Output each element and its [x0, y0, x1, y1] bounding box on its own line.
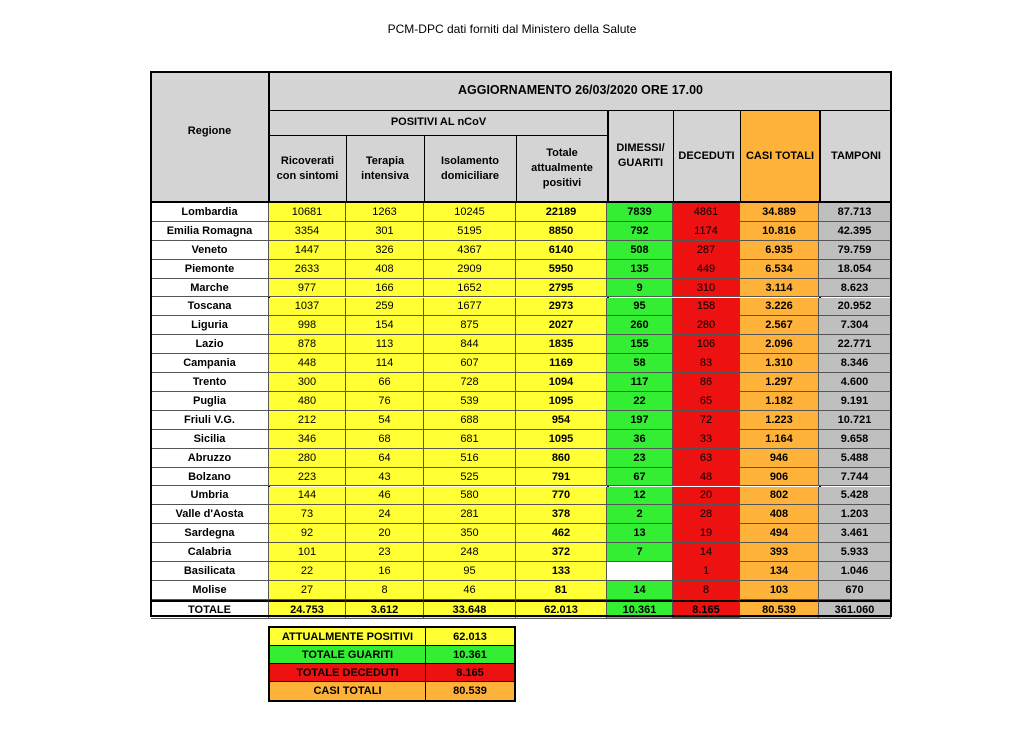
cell-regione: Trento — [151, 373, 269, 392]
summary-row — [270, 646, 514, 664]
cell-dimessi: 13 — [607, 524, 673, 543]
cell-casi: 1.223 — [740, 411, 819, 430]
column-header-isolamento — [424, 135, 516, 202]
cell-ricoverati: 280 — [269, 449, 346, 468]
cell-isolamento: 33.648 — [424, 600, 516, 619]
cell-deceduti: 158 — [673, 298, 740, 317]
cell-dimessi: 14 — [607, 581, 673, 600]
column-header-tamponi — [820, 110, 892, 202]
update-header — [269, 71, 892, 110]
cell-tamponi: 42.395 — [819, 222, 891, 241]
cell-regione: Lombardia — [151, 203, 269, 222]
cell-deceduti: 33 — [673, 430, 740, 449]
cell-ricoverati: 223 — [269, 468, 346, 487]
cell-casi: 6.534 — [740, 260, 819, 279]
cell-tamponi: 18.054 — [819, 260, 891, 279]
cell-dimessi: 2 — [607, 505, 673, 524]
cell-isolamento: 580 — [424, 487, 516, 506]
summary-value: 62.013 — [453, 630, 487, 643]
table-row — [151, 373, 891, 392]
cell-casi: 10.816 — [740, 222, 819, 241]
cell-isolamento: 248 — [424, 543, 516, 562]
cell-dimessi: 260 — [607, 316, 673, 335]
cell-ricoverati: 998 — [269, 316, 346, 335]
cell-regione: Friuli V.G. — [151, 411, 269, 430]
cell-dimessi: 9 — [607, 279, 673, 298]
cell-terapia: 54 — [346, 411, 424, 430]
table-row — [151, 203, 891, 222]
cell-casi: 1.297 — [740, 373, 819, 392]
cell-dimessi: 95 — [607, 298, 673, 317]
cell-ricoverati: 480 — [269, 392, 346, 411]
cell-casi: 6.935 — [740, 241, 819, 260]
cell-deceduti: 83 — [673, 354, 740, 373]
cell-tamponi: 5.933 — [819, 543, 891, 562]
column-header-deceduti-label: DECEDUTI — [678, 149, 735, 162]
cell-isolamento: 1677 — [424, 298, 516, 317]
header-divider — [269, 135, 608, 136]
cell-isolamento: 728 — [424, 373, 516, 392]
cell-terapia: 23 — [346, 543, 424, 562]
cell-regione: Abruzzo — [151, 449, 269, 468]
column-header-ricoverati-label: Ricoverati con sintomi — [276, 154, 339, 182]
cell-totale: 62.013 — [516, 600, 607, 619]
cell-dimessi: 197 — [607, 411, 673, 430]
cell-isolamento: 875 — [424, 316, 516, 335]
cell-regione: Basilicata — [151, 562, 269, 581]
cell-ricoverati: 1447 — [269, 241, 346, 260]
cell-tamponi: 3.461 — [819, 524, 891, 543]
column-header-terapia-label: Terapia intensiva — [361, 154, 409, 182]
column-header-dimessi — [608, 110, 673, 202]
table-row — [151, 581, 891, 600]
cell-terapia: 20 — [346, 524, 424, 543]
cell-isolamento: 844 — [424, 335, 516, 354]
cell-tamponi: 20.952 — [819, 298, 891, 317]
cell-ricoverati: 24.753 — [269, 600, 346, 619]
cell-casi: 80.539 — [740, 600, 819, 619]
cell-dimessi: 155 — [607, 335, 673, 354]
cell-isolamento: 95 — [424, 562, 516, 581]
cell-isolamento: 10245 — [424, 203, 516, 222]
cell-ricoverati: 22 — [269, 562, 346, 581]
totals-row — [151, 600, 891, 619]
cell-dimessi: 22 — [607, 392, 673, 411]
cell-deceduti: 280 — [673, 316, 740, 335]
cell-tamponi: 87.713 — [819, 203, 891, 222]
cell-isolamento: 525 — [424, 468, 516, 487]
cell-totale: 791 — [516, 468, 607, 487]
cell-tamponi: 7.304 — [819, 316, 891, 335]
cell-terapia: 301 — [346, 222, 424, 241]
column-header-ricoverati — [269, 135, 346, 202]
cell-dimessi: 135 — [607, 260, 673, 279]
column-header-totale-label: Totale attualmente positivi — [531, 147, 593, 189]
cell-totale: 954 — [516, 411, 607, 430]
cell-deceduti: 106 — [673, 335, 740, 354]
cell-isolamento: 281 — [424, 505, 516, 524]
cell-deceduti: 48 — [673, 468, 740, 487]
page-title: PCM-DPC dati forniti dal Ministero della Salute — [387, 22, 637, 36]
header-divider — [516, 135, 517, 202]
cell-casi: 802 — [740, 487, 819, 506]
cell-dimessi — [607, 562, 673, 581]
cell-isolamento: 539 — [424, 392, 516, 411]
cell-totale: 81 — [516, 581, 607, 600]
table-row — [151, 562, 891, 581]
cell-isolamento: 681 — [424, 430, 516, 449]
positive-group-label: POSITIVI AL nCoV — [390, 116, 487, 128]
cell-regione: Liguria — [151, 316, 269, 335]
cell-dimessi: 792 — [607, 222, 673, 241]
cell-dimessi: 508 — [607, 241, 673, 260]
cell-isolamento: 350 — [424, 524, 516, 543]
cell-ricoverati: 144 — [269, 487, 346, 506]
cell-terapia: 46 — [346, 487, 424, 506]
cell-casi: 103 — [740, 581, 819, 600]
table-row — [151, 316, 891, 335]
table-row — [151, 468, 891, 487]
cell-tamponi: 22.771 — [819, 335, 891, 354]
cell-totale: 2027 — [516, 316, 607, 335]
table-row — [151, 298, 891, 317]
cell-ricoverati: 878 — [269, 335, 346, 354]
table-row — [151, 449, 891, 468]
cell-terapia: 326 — [346, 241, 424, 260]
table-row — [151, 260, 891, 279]
column-header-casi — [740, 110, 820, 202]
cell-terapia: 76 — [346, 392, 424, 411]
summary-label: TOTALE GUARITI — [270, 646, 426, 663]
cell-terapia: 113 — [346, 335, 424, 354]
cell-deceduti: 86 — [673, 373, 740, 392]
region-header-label: Regione — [187, 125, 232, 137]
cell-ricoverati: 101 — [269, 543, 346, 562]
cell-ricoverati: 3354 — [269, 222, 346, 241]
cell-tamponi: 10.721 — [819, 411, 891, 430]
cell-totale: 860 — [516, 449, 607, 468]
summary-box — [268, 626, 516, 702]
column-header-tamponi-label: TAMPONI — [831, 149, 881, 162]
cell-dimessi: 7 — [607, 543, 673, 562]
summary-value: 8.165 — [456, 666, 484, 679]
cell-regione: Sicilia — [151, 430, 269, 449]
cell-totale: 1835 — [516, 335, 607, 354]
column-header-dimessi-label: DIMESSI/ GUARITI — [616, 142, 665, 169]
cell-terapia: 43 — [346, 468, 424, 487]
table-row — [151, 524, 891, 543]
cell-casi: 906 — [740, 468, 819, 487]
cell-tamponi: 1.203 — [819, 505, 891, 524]
cell-regione: Puglia — [151, 392, 269, 411]
summary-label: TOTALE DECEDUTI — [270, 664, 426, 681]
cell-ricoverati: 300 — [269, 373, 346, 392]
column-header-isolamento-label: Isolamento domiciliare — [440, 154, 500, 182]
cell-deceduti: 310 — [673, 279, 740, 298]
cell-totale: 2795 — [516, 279, 607, 298]
cell-dimessi: 23 — [607, 449, 673, 468]
cell-dimessi: 67 — [607, 468, 673, 487]
cell-tamponi: 670 — [819, 581, 891, 600]
cell-ricoverati: 1037 — [269, 298, 346, 317]
table-row — [151, 430, 891, 449]
column-header-deceduti — [673, 110, 740, 202]
summary-label: ATTUALMENTE POSITIVI — [270, 628, 426, 645]
cell-terapia: 154 — [346, 316, 424, 335]
cell-deceduti: 20 — [673, 487, 740, 506]
cell-ricoverati: 448 — [269, 354, 346, 373]
cell-terapia: 16 — [346, 562, 424, 581]
cell-casi: 134 — [740, 562, 819, 581]
cell-terapia: 66 — [346, 373, 424, 392]
cell-regione: Campania — [151, 354, 269, 373]
table-row — [151, 354, 891, 373]
cell-totale: 22189 — [516, 203, 607, 222]
summary-label: CASI TOTALI — [270, 682, 426, 700]
cell-deceduti: 4861 — [673, 203, 740, 222]
cell-totale: 1094 — [516, 373, 607, 392]
cell-casi: 34.889 — [740, 203, 819, 222]
cell-regione: Lazio — [151, 335, 269, 354]
cell-dimessi: 117 — [607, 373, 673, 392]
cell-regione: Calabria — [151, 543, 269, 562]
cell-terapia: 1263 — [346, 203, 424, 222]
cell-isolamento: 607 — [424, 354, 516, 373]
cell-regione: Marche — [151, 279, 269, 298]
cell-casi: 2.096 — [740, 335, 819, 354]
cell-terapia: 68 — [346, 430, 424, 449]
cell-totale: 372 — [516, 543, 607, 562]
cell-regione: Molise — [151, 581, 269, 600]
cell-ricoverati: 212 — [269, 411, 346, 430]
cell-tamponi: 361.060 — [819, 600, 891, 619]
column-header-casi-label: CASI TOTALI — [745, 149, 815, 162]
cell-deceduti: 287 — [673, 241, 740, 260]
cell-dimessi: 7839 — [607, 203, 673, 222]
cell-tamponi: 7.744 — [819, 468, 891, 487]
cell-ricoverati: 346 — [269, 430, 346, 449]
cell-tamponi: 1.046 — [819, 562, 891, 581]
cell-tamponi: 4.600 — [819, 373, 891, 392]
cell-casi: 1.164 — [740, 430, 819, 449]
header-divider — [346, 135, 347, 202]
table-row — [151, 222, 891, 241]
header-divider — [424, 135, 425, 202]
cell-terapia: 114 — [346, 354, 424, 373]
cell-ricoverati: 73 — [269, 505, 346, 524]
header-divider — [269, 110, 892, 111]
cell-isolamento: 4367 — [424, 241, 516, 260]
table-row — [151, 335, 891, 354]
cell-regione: TOTALE — [151, 600, 269, 619]
region-header — [150, 71, 269, 202]
cell-casi: 408 — [740, 505, 819, 524]
cell-casi: 946 — [740, 449, 819, 468]
cell-ricoverati: 977 — [269, 279, 346, 298]
cell-dimessi: 12 — [607, 487, 673, 506]
cell-totale: 1095 — [516, 392, 607, 411]
cell-deceduti: 19 — [673, 524, 740, 543]
column-header-totale — [516, 135, 608, 202]
cell-casi: 3.114 — [740, 279, 819, 298]
cell-deceduti: 28 — [673, 505, 740, 524]
cell-deceduti: 449 — [673, 260, 740, 279]
cell-dimessi: 10.361 — [607, 600, 673, 619]
cell-isolamento: 688 — [424, 411, 516, 430]
cell-ricoverati: 2633 — [269, 260, 346, 279]
cell-ricoverati: 27 — [269, 581, 346, 600]
cell-ricoverati: 10681 — [269, 203, 346, 222]
cell-ricoverati: 92 — [269, 524, 346, 543]
table-row — [151, 279, 891, 298]
table-row — [151, 487, 891, 506]
table-row — [151, 543, 891, 562]
cell-totale: 8850 — [516, 222, 607, 241]
cell-casi: 494 — [740, 524, 819, 543]
cell-terapia: 3.612 — [346, 600, 424, 619]
cell-dimessi: 36 — [607, 430, 673, 449]
header-divider — [740, 110, 741, 202]
cell-deceduti: 72 — [673, 411, 740, 430]
cell-tamponi: 79.759 — [819, 241, 891, 260]
summary-value: 80.539 — [453, 685, 487, 697]
summary-row — [270, 682, 514, 700]
cell-casi: 1.182 — [740, 392, 819, 411]
cell-deceduti: 14 — [673, 543, 740, 562]
cell-tamponi: 5.428 — [819, 487, 891, 506]
cell-totale: 1095 — [516, 430, 607, 449]
update-header-label: AGGIORNAMENTO 26/03/2020 ORE 17.00 — [457, 83, 703, 97]
cell-isolamento: 516 — [424, 449, 516, 468]
cell-totale: 1169 — [516, 354, 607, 373]
cell-totale: 2973 — [516, 298, 607, 317]
cell-dimessi: 58 — [607, 354, 673, 373]
cell-terapia: 259 — [346, 298, 424, 317]
cell-deceduti: 8 — [673, 581, 740, 600]
cell-totale: 133 — [516, 562, 607, 581]
cell-tamponi: 8.346 — [819, 354, 891, 373]
cell-tamponi: 9.191 — [819, 392, 891, 411]
summary-row — [270, 628, 514, 646]
cell-deceduti: 1 — [673, 562, 740, 581]
cell-totale: 770 — [516, 487, 607, 506]
cell-terapia: 408 — [346, 260, 424, 279]
table-row — [151, 241, 891, 260]
cell-isolamento: 5195 — [424, 222, 516, 241]
cell-totale: 462 — [516, 524, 607, 543]
cell-terapia: 8 — [346, 581, 424, 600]
summary-value: 10.361 — [453, 648, 487, 661]
cell-isolamento: 46 — [424, 581, 516, 600]
cell-deceduti: 8.165 — [673, 600, 740, 619]
table-row — [151, 392, 891, 411]
cell-deceduti: 1174 — [673, 222, 740, 241]
cell-regione: Emilia Romagna — [151, 222, 269, 241]
table-row — [151, 505, 891, 524]
cell-totale: 5950 — [516, 260, 607, 279]
cell-deceduti: 65 — [673, 392, 740, 411]
positive-group-header — [269, 110, 608, 135]
cell-casi: 2.567 — [740, 316, 819, 335]
cell-isolamento: 1652 — [424, 279, 516, 298]
cell-terapia: 64 — [346, 449, 424, 468]
cell-terapia: 24 — [346, 505, 424, 524]
cell-tamponi: 8.623 — [819, 279, 891, 298]
column-header-terapia — [346, 135, 424, 202]
cell-regione: Bolzano — [151, 468, 269, 487]
cell-casi: 3.226 — [740, 298, 819, 317]
cell-regione: Toscana — [151, 298, 269, 317]
cell-tamponi: 9.658 — [819, 430, 891, 449]
summary-row — [270, 664, 514, 682]
cell-isolamento: 2909 — [424, 260, 516, 279]
cell-casi: 1.310 — [740, 354, 819, 373]
cell-tamponi: 5.488 — [819, 449, 891, 468]
cell-regione: Piemonte — [151, 260, 269, 279]
cell-totale: 6140 — [516, 241, 607, 260]
table-row — [151, 411, 891, 430]
cell-regione: Umbria — [151, 487, 269, 506]
cell-regione: Sardegna — [151, 524, 269, 543]
cell-regione: Valle d'Aosta — [151, 505, 269, 524]
cell-casi: 393 — [740, 543, 819, 562]
header-divider — [673, 110, 674, 202]
cell-totale: 378 — [516, 505, 607, 524]
cell-deceduti: 63 — [673, 449, 740, 468]
cell-regione: Veneto — [151, 241, 269, 260]
cell-terapia: 166 — [346, 279, 424, 298]
